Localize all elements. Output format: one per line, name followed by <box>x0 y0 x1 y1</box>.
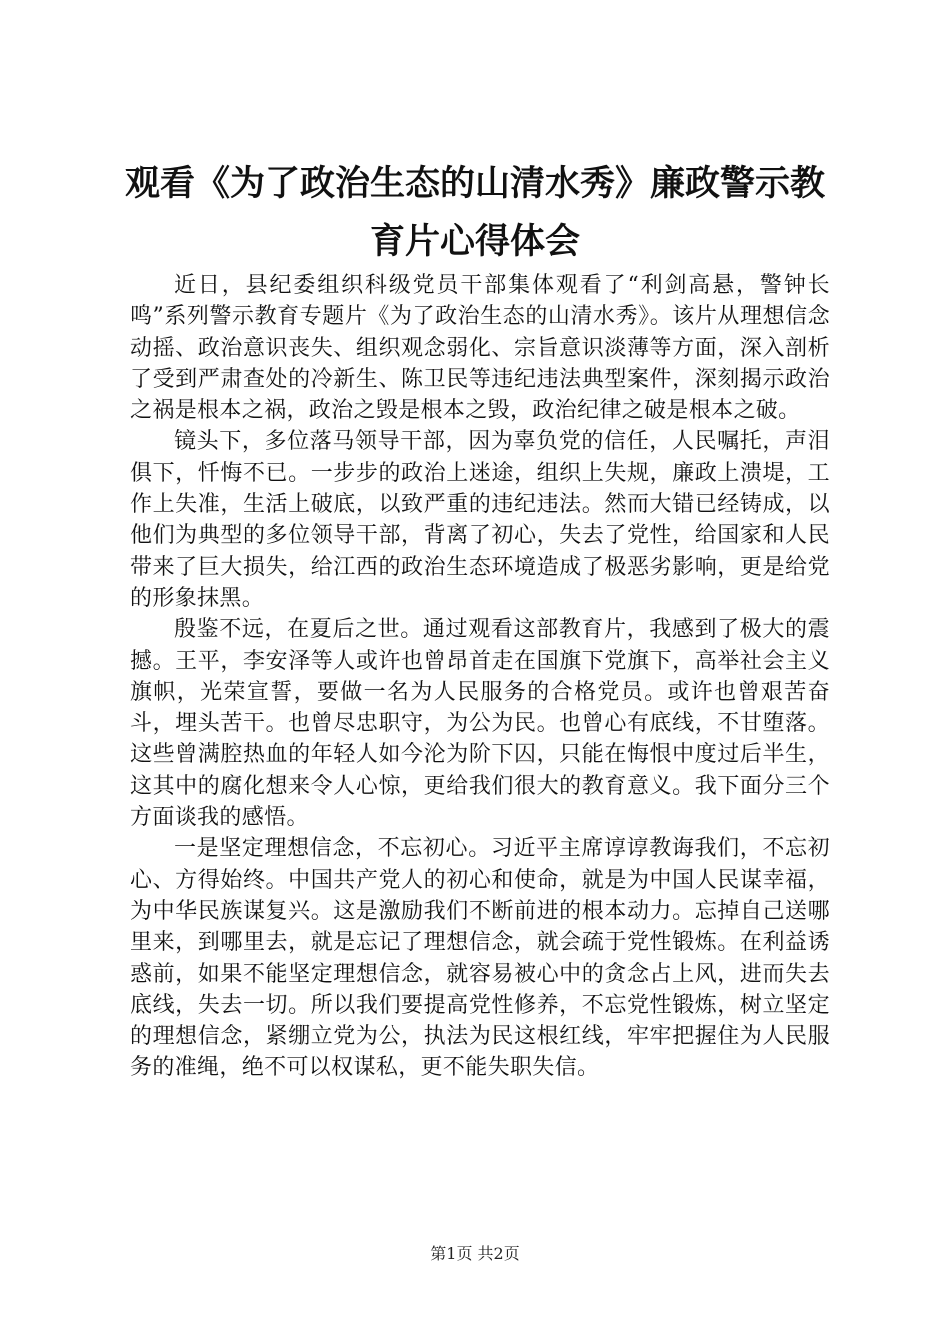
paragraph-camera: 镜头下，多位落马领导干部，因为辜负党的信任，人民嘱托，声泪俱下，忏悔不已。一步步的政治上迷途，组织上失规，廉政上溃堤，工作上失准，生活上破底，以致严重的违纪违法。然而大错已经铸成，以他们为典型的多位领导干部，背离了初心，失去了党性，给国家和人民带来了巨大损失，给江西的政治生态环境造成了极恶劣影响，更是给党的形象抹黑。 <box>130 429 830 611</box>
document-title-line-1: 观看《为了政治生态的山清水秀》廉政警示教 <box>124 164 825 204</box>
document-body <box>130 270 830 1084</box>
paragraph-point-one: 一是坚定理想信念，不忘初心。习近平主席谆谆教诲我们，不忘初心、方得始终。中国共产党人的初心和使命，就是为中国人民谋幸福，为中华民族谋复兴。这是激励我们不断前进的根本动力。忘掉自己送哪里来，到哪里去，就是忘记了理想信念，就会疏于党性锻炼。在利益诱惑前，如果不能坚定理想信念，就容易被心中的贪念占上风，进而失去底线，失去一切。所以我们要提高党性修养，不忘党性锻炼，树立坚定的理想信念，紧绷立党为公，执法为民这根红线，牢牢把握住为人民服务的准绳，绝不可以权谋私，更不能失职失信。 <box>130 836 830 1081</box>
paragraph-lesson: 殷鉴不远，在夏后之世。通过观看这部教育片，我感到了极大的震撼。王平，李安泽等人或许也曾昂首走在国旗下党旗下，高举社会主义旗帜，光荣宣誓，要做一名为人民服务的合格党员。或许也曾艰苦奋斗，埋头苦干。也曾尽忠职守，为公为民。也曾心有底线，不甘堕落。这些曾满腔热血的年轻人如今沦为阶下囚，只能在悔恨中度过后半生，这其中的腐化想来令人心惊，更给我们很大的教育意义。我下面分三个方面谈我的感悟。 <box>130 617 830 831</box>
page-number-footer: 第1页 共2页 <box>430 1244 520 1263</box>
paragraph-intro: 近日，县纪委组织科级党员干部集体观看了“利剑高悬，警钟长鸣”系列警示教育专题片《为了政治生态的山清水秀》。该片从理想信念动摇、政治意识丧失、组织观念弱化、宗旨意识淡薄等方面，深入剖析了受到严肃查处的冷新生、陈卫民等违纪违法典型案件，深刻揭示政治之祸是根本之祸，政治之毁是根本之毁，政治纪律之破是根本之破。 <box>130 273 830 424</box>
document-title-line-2: 育片心得体会 <box>369 222 580 262</box>
